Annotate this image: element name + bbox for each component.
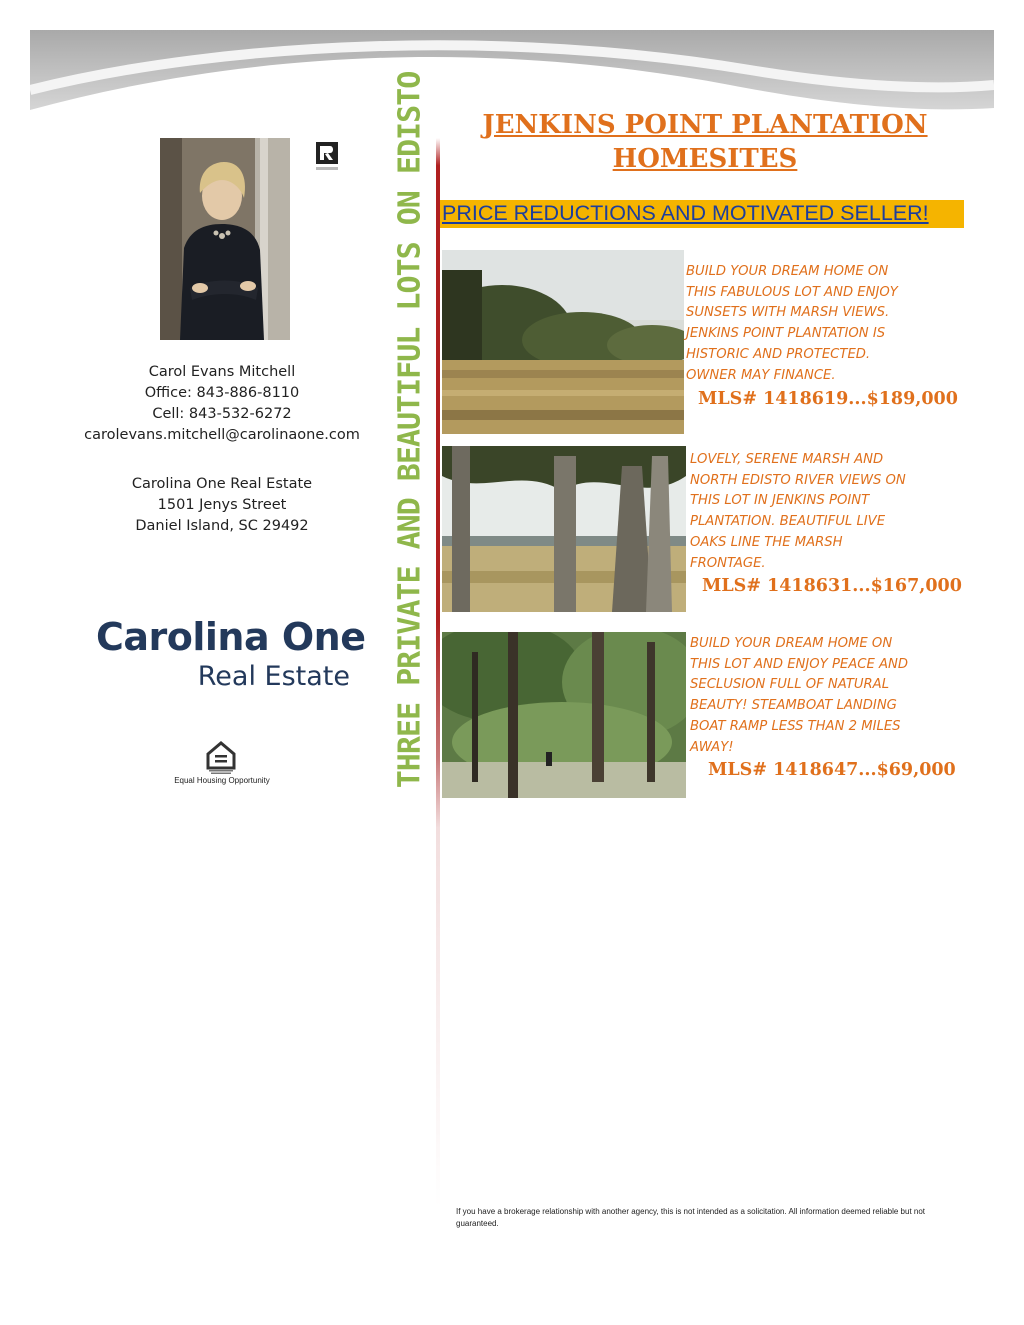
lot-2-mls-price: MLS# 1418631...$167,000 <box>702 576 962 596</box>
lot-3-line: BUILD YOUR DREAM HOME ON <box>690 636 893 651</box>
lot-3-line: AWAY! <box>690 739 734 755</box>
carolina-one-logo <box>96 615 366 695</box>
company-city: Daniel Island, SC 29492 <box>135 518 309 534</box>
lot-1-line: HISTORIC AND PROTECTED. <box>686 346 871 362</box>
lot-2-line: PLANTATION. BEAUTIFUL LIVE <box>690 514 886 530</box>
woods-photo-icon <box>442 632 686 798</box>
lot-1-line: BUILD YOUR DREAM HOME ON <box>686 264 889 279</box>
page-title <box>452 108 958 176</box>
company-address <box>60 474 384 537</box>
lot-1-line: OWNER MAY FINANCE. <box>686 367 836 383</box>
lot-3-line: THIS LOT AND ENJOY PEACE AND <box>690 656 909 672</box>
price-banner <box>440 200 964 228</box>
realtor-logo-icon <box>312 140 344 174</box>
logo-line2: Real Estate <box>197 661 350 692</box>
agent-contact <box>60 362 384 446</box>
disclaimer: If you have a brokerage relationship with another agency, this is not intended as a solicitation. All information deemed reliable but not guaranteed. <box>456 1207 926 1228</box>
equal-housing-label: Equal Housing Opportunity <box>174 776 270 785</box>
equal-housing-icon <box>206 740 236 774</box>
lot-2-description <box>690 450 906 574</box>
side-title: THREE PRIVATE AND BEAUTIFUL LOTS ON EDISTO <box>392 71 428 789</box>
lot-1-description <box>686 262 898 386</box>
lot-3-description <box>690 634 908 758</box>
vertical-divider-fade <box>436 828 440 1208</box>
lot-2-line: LOVELY, SERENE MARSH AND <box>690 452 884 467</box>
agent-cell-phone[interactable]: Cell: 843-532-6272 <box>152 406 292 422</box>
lot-3-line: BOAT RAMP LESS THAN 2 MILES <box>690 718 901 734</box>
lot-3-mls-price: MLS# 1418647...$69,000 <box>708 760 956 780</box>
company-street: 1501 Jenys Street <box>157 497 287 513</box>
agent-email[interactable]: carolevans.mitchell@carolinaone.com <box>84 427 360 443</box>
agent-portrait <box>160 138 290 340</box>
company-name: Carolina One Real Estate <box>131 476 313 492</box>
lot-2-line: OAKS LINE THE MARSH <box>690 534 843 550</box>
marsh-photo-icon <box>442 250 684 434</box>
lot-2-line: FRONTAGE. <box>690 555 766 571</box>
lot-3-line: SECLUSION FULL OF NATURAL <box>690 677 890 693</box>
logo-line1: Carolina One <box>96 615 366 659</box>
lot-2-line: NORTH EDISTO RIVER VIEWS ON <box>690 472 906 488</box>
live-oaks-photo-icon <box>442 446 686 612</box>
lot-1-line: JENKINS POINT PLANTATION IS <box>686 326 886 342</box>
lot-1-mls-price: MLS# 1418619...$189,000 <box>698 389 958 409</box>
agent-name: Carol Evans Mitchell <box>148 364 296 380</box>
vertical-divider <box>436 138 440 828</box>
lot-1-line: THIS FABULOUS LOT AND ENJOY <box>686 284 898 300</box>
side-title-container <box>382 71 438 789</box>
title-line2: HOMESITES <box>612 144 798 174</box>
title-line1: JENKINS POINT PLANTATION <box>482 110 928 140</box>
price-banner-text: PRICE REDUCTIONS AND MOTIVATED SELLER! <box>442 201 929 225</box>
lot-3-line: BEAUTY! STEAMBOAT LANDING <box>690 698 897 714</box>
lot-2-line: THIS LOT IN JENKINS POINT <box>690 493 870 509</box>
agent-office-phone[interactable]: Office: 843-886-8110 <box>144 385 300 401</box>
lot-1-line: SUNSETS WITH MARSH VIEWS. <box>686 305 890 321</box>
